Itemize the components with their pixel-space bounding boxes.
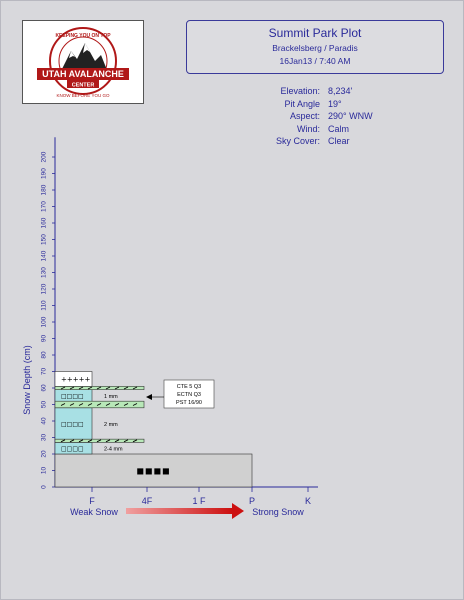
snow-layer bbox=[55, 454, 252, 487]
plot-title: Summit Park Plot bbox=[268, 26, 362, 40]
y-tick-label: 180 bbox=[40, 184, 48, 196]
logo-center: CENTER bbox=[71, 82, 95, 89]
x-tick-label: P bbox=[248, 496, 256, 506]
y-tick-label: 80 bbox=[40, 351, 48, 359]
test-line: PST 16/90 bbox=[176, 400, 202, 406]
test-line: CTE 5 Q3 bbox=[176, 384, 202, 390]
y-tick-label: 200 bbox=[40, 151, 48, 163]
site-value: 8,234' bbox=[328, 86, 353, 96]
logo-name: UTAH AVALANCHE bbox=[42, 69, 124, 79]
y-tick-label: 190 bbox=[40, 168, 48, 179]
y-tick-label: 90 bbox=[40, 334, 48, 343]
site-label: Sky Cover: bbox=[275, 136, 320, 146]
y-tick-label: 30 bbox=[40, 433, 48, 442]
grain-size-label: 1 mm bbox=[104, 393, 118, 400]
grain-symbol: □□□□ bbox=[61, 420, 84, 428]
date-time: 16Jan13 / 7:40 AM bbox=[279, 56, 351, 66]
site-label: Elevation: bbox=[280, 86, 320, 96]
site-label: Pit Angle bbox=[284, 98, 320, 109]
site-value: 19° bbox=[328, 98, 342, 109]
y-tick-label: 130 bbox=[40, 267, 48, 278]
site-value: 290° WNW bbox=[328, 111, 373, 121]
y-tick-label: 20 bbox=[40, 450, 48, 458]
snow-layer bbox=[55, 408, 118, 439]
snow-layer bbox=[55, 401, 144, 408]
y-tick-label: 60 bbox=[40, 384, 48, 392]
y-tick-label: 140 bbox=[40, 250, 48, 262]
snow-layer bbox=[55, 386, 144, 389]
logo-top-text: KEEPING YOU ON TOP bbox=[55, 33, 111, 39]
snow-layer bbox=[55, 439, 144, 442]
y-tick-label: 120 bbox=[40, 283, 48, 295]
grain-size-label: 2 mm bbox=[104, 421, 118, 428]
grain-symbol: □□□□ bbox=[61, 445, 84, 453]
snow-layer bbox=[55, 372, 92, 387]
grain-symbol: □□□□ bbox=[61, 392, 84, 400]
y-tick-label: 100 bbox=[40, 316, 48, 328]
test-line: ECTN Q3 bbox=[177, 392, 201, 398]
y-tick-label: 40 bbox=[40, 417, 48, 425]
site-value: Calm bbox=[328, 123, 350, 134]
y-tick-label: 70 bbox=[40, 367, 48, 376]
snow-layer bbox=[55, 390, 118, 402]
x-tick-label: 4F bbox=[141, 496, 153, 506]
logo-bottom-text: KNOW BEFORE YOU GO bbox=[56, 93, 110, 98]
y-tick-label: 10 bbox=[40, 466, 48, 475]
x-tick-label: 1 F bbox=[192, 496, 206, 506]
snow-layer bbox=[55, 442, 123, 454]
y-tick-label: 110 bbox=[40, 300, 48, 311]
grain-size-label: 2-4 mm bbox=[104, 446, 123, 453]
site-label: Wind: bbox=[296, 123, 320, 134]
y-tick-label: 160 bbox=[40, 217, 48, 229]
y-tick-label: 50 bbox=[40, 400, 48, 409]
y-tick-label: 0 bbox=[40, 485, 48, 489]
x-tick-label: K bbox=[304, 496, 312, 506]
grain-symbol: +++++ bbox=[61, 375, 91, 384]
site-value: Clear bbox=[328, 136, 350, 146]
y-axis-label: Snow Depth (cm) bbox=[22, 345, 32, 415]
site-label: Aspect: bbox=[289, 111, 320, 121]
y-tick-label: 170 bbox=[40, 201, 48, 212]
weak-snow-label: Weak Snow bbox=[70, 507, 118, 517]
y-tick-label: 150 bbox=[40, 234, 48, 245]
grain-symbol: ■■■■ bbox=[136, 466, 171, 476]
strong-snow-label: Strong Snow bbox=[252, 507, 304, 517]
test-pointer-head bbox=[146, 394, 152, 400]
x-tick-label: F bbox=[89, 496, 95, 506]
stability-test-note bbox=[146, 380, 214, 408]
observers: Brackelsberg / Paradis bbox=[272, 43, 358, 53]
